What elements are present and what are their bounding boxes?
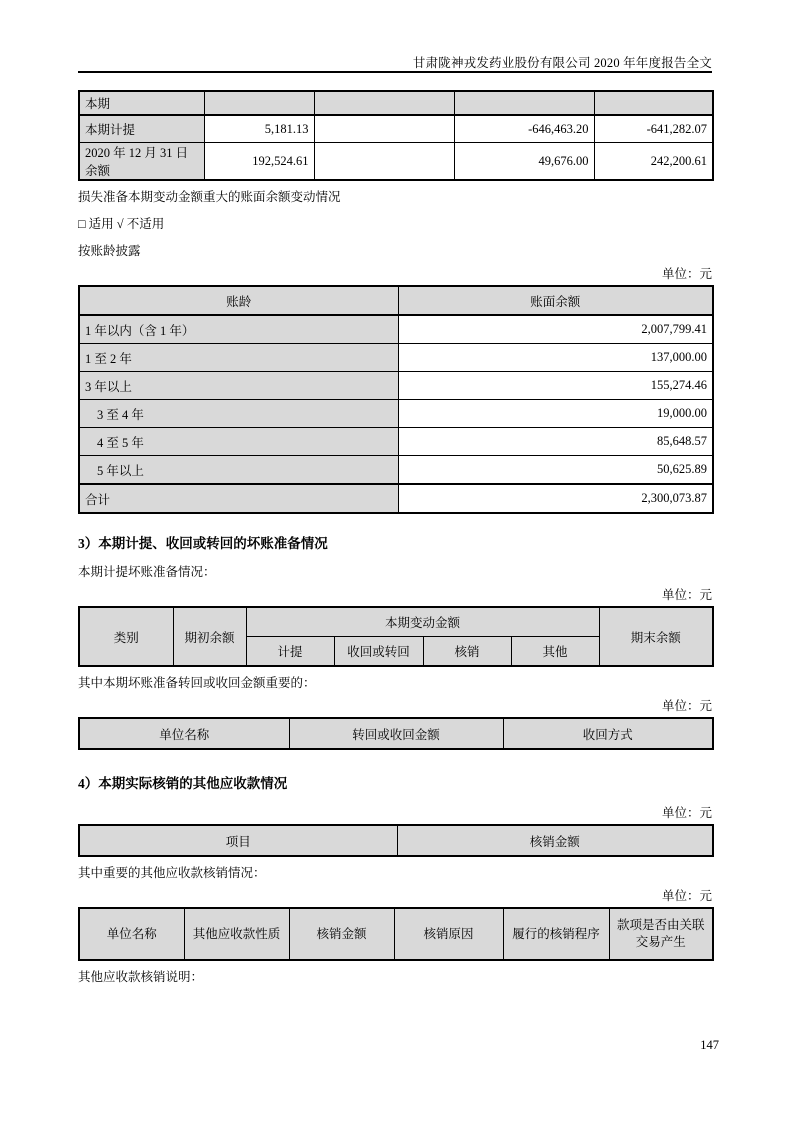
writeoff-table	[78, 824, 714, 857]
page-header	[78, 0, 712, 73]
writeoff-detail-table	[78, 907, 714, 961]
cell-value	[594, 91, 713, 115]
column-header-writeoff-reason: 核销原因	[394, 908, 503, 960]
cell-value: 50,625.89	[398, 456, 713, 485]
page-content	[78, 0, 712, 984]
provision-intro-note: 本期计提坏账准备情况：	[78, 565, 216, 579]
column-header-unit-name: 单位名称	[79, 718, 289, 749]
unit-label: 单位：元	[661, 699, 712, 713]
column-header-accrual: 计提	[246, 637, 334, 667]
aging-table	[78, 285, 714, 514]
column-header-change-group: 本期变动金额	[246, 607, 599, 637]
unit-label: 单位：元	[661, 588, 712, 602]
table-row	[79, 315, 713, 344]
column-header-related-transaction: 款项是否由关联交易产生	[609, 908, 713, 960]
cell-value: 155,274.46	[398, 372, 713, 400]
page-number: 147	[700, 1038, 719, 1052]
column-header-writeoff-amount: 核销金额	[289, 908, 394, 960]
row-label: 5 年以上	[79, 456, 398, 485]
unit-label: 单位：元	[661, 267, 712, 281]
cell-value: 49,676.00	[454, 143, 594, 181]
row-label: 4 至 5 年	[79, 428, 398, 456]
row-label: 3 年以上	[79, 372, 398, 400]
row-label: 本期计提	[79, 115, 204, 143]
column-header-recovery-method: 收回方式	[503, 718, 713, 749]
aging-disclosure-label: 按账龄披露	[78, 244, 141, 258]
column-header-receivable-nature: 其他应收款性质	[184, 908, 289, 960]
cell-value: -646,463.20	[454, 115, 594, 143]
cell-value: 242,200.61	[594, 143, 713, 181]
column-header-balance: 账面余额	[398, 286, 713, 315]
cell-value: 2,007,799.41	[398, 315, 713, 344]
cell-value: 192,524.61	[204, 143, 314, 181]
loss-reserve-note: 损失准备本期变动金额重大的账面余额变动情况	[78, 190, 341, 204]
provision-table	[78, 606, 714, 667]
column-header-category: 类别	[79, 607, 173, 666]
column-header-closing-balance: 期末余额	[599, 607, 713, 666]
cell-value	[314, 115, 454, 143]
report-title: 甘肃陇神戎发药业股份有限公司 2020 年年度报告全文	[412, 56, 712, 70]
cell-value	[314, 143, 454, 181]
column-header-other: 其他	[511, 637, 599, 667]
table-header-row	[79, 718, 713, 749]
table-row	[79, 115, 713, 143]
cell-value: 19,000.00	[398, 400, 713, 428]
table-row	[79, 428, 713, 456]
recovery-important-note: 其中本期坏账准备转回或收回金额重要的：	[78, 676, 316, 690]
column-header-writeoff-procedure: 履行的核销程序	[503, 908, 609, 960]
current-period-table	[78, 90, 714, 181]
cell-value: -641,282.07	[594, 115, 713, 143]
cell-value	[454, 91, 594, 115]
column-header-writeoff-amount: 核销金额	[397, 825, 713, 856]
table-header-row	[79, 286, 713, 315]
table-row	[79, 143, 713, 181]
column-header-opening-balance: 期初余额	[173, 607, 246, 666]
cell-value: 5,181.13	[204, 115, 314, 143]
table-header-row	[79, 607, 713, 637]
recovery-table	[78, 717, 714, 750]
cell-value: 85,648.57	[398, 428, 713, 456]
column-header-write-off: 核销	[423, 637, 511, 667]
table-row	[79, 400, 713, 428]
column-header-unit-name: 单位名称	[79, 908, 184, 960]
table-total-row	[79, 484, 713, 513]
cell-value	[314, 91, 454, 115]
column-header-age: 账龄	[79, 286, 398, 315]
applicability-line: □ 适用 √ 不适用	[78, 217, 165, 231]
column-header-recovered-amount: 转回或收回金额	[289, 718, 503, 749]
section-4-heading: 4）本期实际核销的其他应收款情况	[78, 776, 288, 791]
column-header-recover-or-reverse: 收回或转回	[334, 637, 423, 667]
table-header-row	[79, 908, 713, 960]
table-row	[79, 456, 713, 485]
row-label: 2020 年 12 月 31 日余额	[79, 143, 204, 181]
table-row	[79, 372, 713, 400]
unit-label: 单位：元	[661, 806, 712, 820]
row-label: 合计	[79, 484, 398, 513]
section-3-heading: 3）本期计提、收回或转回的坏账准备情况	[78, 536, 328, 551]
table-header-row	[79, 825, 713, 856]
column-header-item: 项目	[79, 825, 397, 856]
cell-value: 137,000.00	[398, 344, 713, 372]
row-label: 1 至 2 年	[79, 344, 398, 372]
writeoff-explanation-note: 其他应收款核销说明：	[78, 970, 204, 984]
writeoff-important-note: 其中重要的其他应收款核销情况：	[78, 866, 266, 880]
cell-value	[204, 91, 314, 115]
unit-label: 单位：元	[661, 889, 712, 903]
table-row	[79, 91, 713, 115]
row-label: 1 年以内（含 1 年）	[79, 315, 398, 344]
row-label: 本期	[79, 91, 204, 115]
row-label: 3 至 4 年	[79, 400, 398, 428]
cell-value: 2,300,073.87	[398, 484, 713, 513]
table-row	[79, 344, 713, 372]
